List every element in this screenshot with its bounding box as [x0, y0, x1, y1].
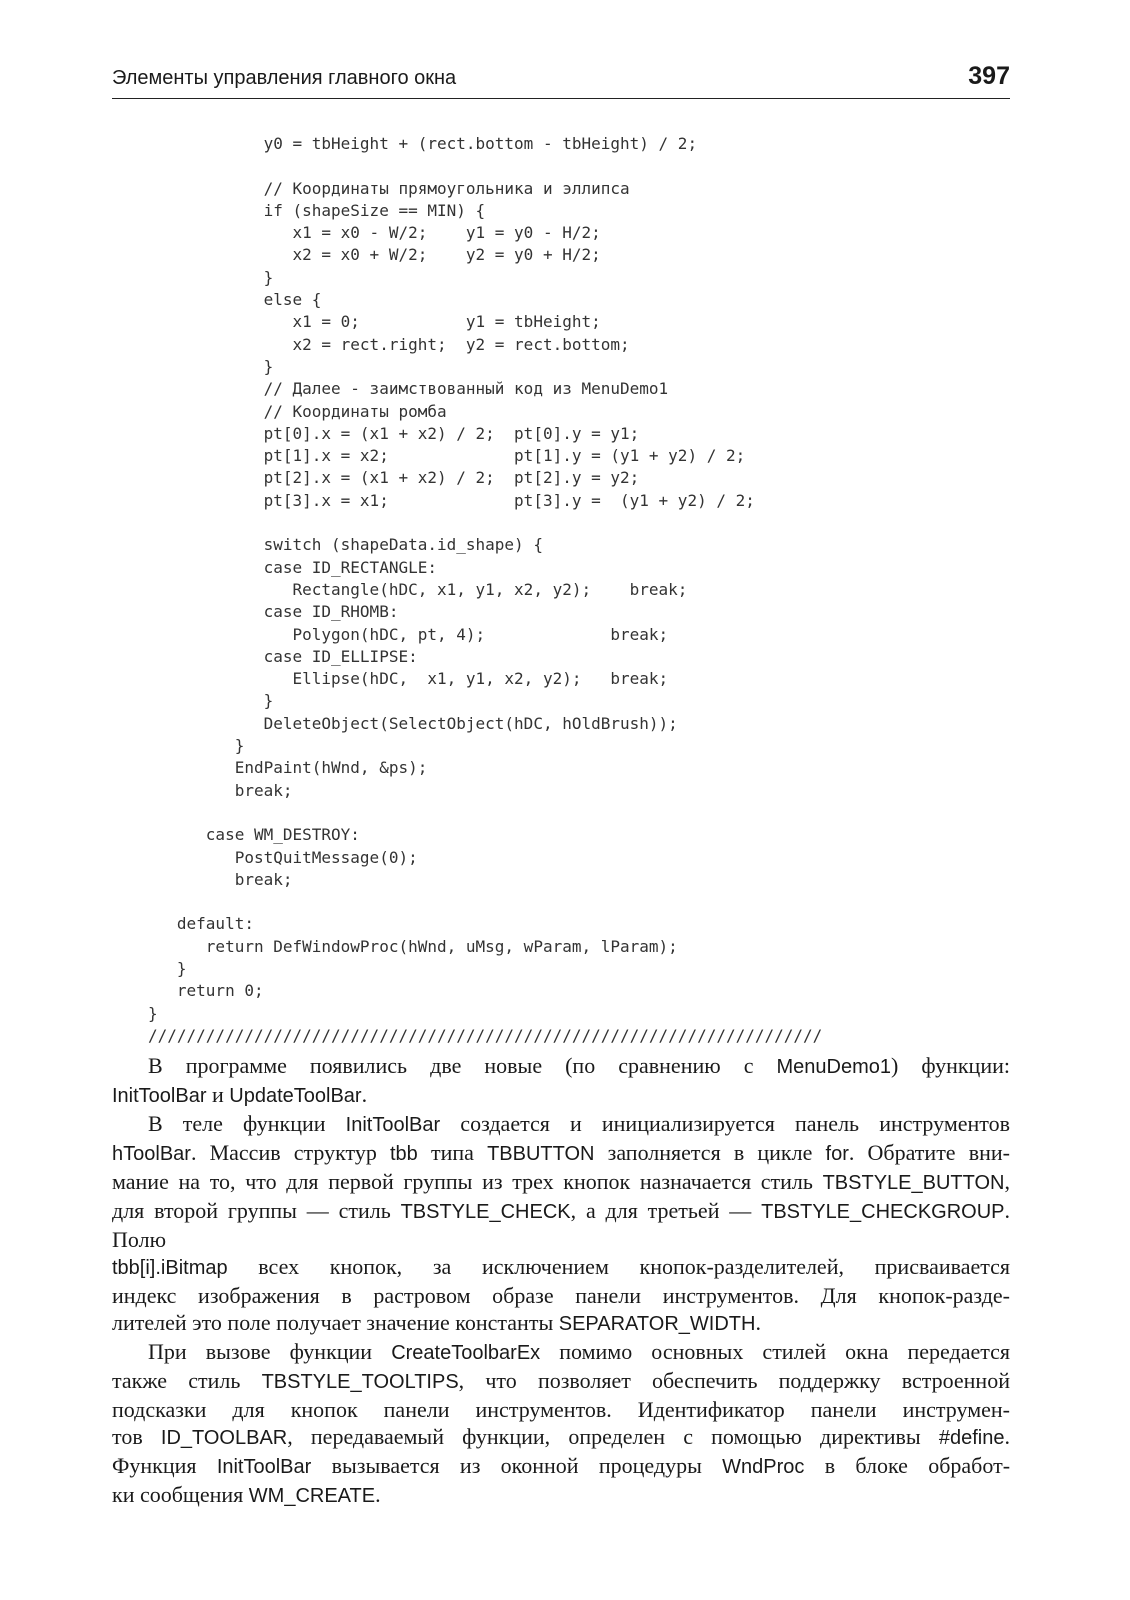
code-line: } [148, 356, 274, 376]
text-line [112, 1396, 1010, 1423]
text-run: типа [417, 1140, 488, 1165]
text-run: индекс изображения в растровом образе панели инструментов. Для кнопок-разде- [112, 1283, 1010, 1308]
code-line: DeleteObject(SelectObject(hDC, hOldBrush)); [148, 713, 678, 733]
text-line [112, 1081, 1010, 1110]
code-line: Polygon(hDC, pt, 4); break; [148, 624, 669, 644]
text-run: тов [112, 1424, 161, 1449]
code-identifier: InitToolBar [112, 1085, 207, 1107]
text-run: всех кнопок, за исключением кнопок-разделителей, присваивается [227, 1254, 1010, 1279]
code-line [148, 512, 822, 534]
text-run: При вызове функции [148, 1339, 392, 1364]
page-header [112, 62, 1010, 99]
text-run: . [375, 1482, 381, 1507]
text-run: . [755, 1310, 761, 1335]
code-identifier: MenuDemo1 [776, 1056, 892, 1078]
code-line: y0 = tbHeight + (rect.bottom - tbHeight) / 2; [148, 134, 698, 153]
paragraph [112, 1052, 1010, 1110]
code-identifier: TBBUTTON [487, 1143, 595, 1165]
code-line: x2 = x0 + W/2; y2 = y0 + H/2; [148, 245, 601, 265]
code-identifier: ID_TOOLBAR [160, 1427, 288, 1449]
text-run: вызывается из оконной процедуры [311, 1453, 723, 1478]
text-line [112, 1367, 1010, 1396]
code-line: pt[3].x = x1; pt[3].y = (y1 + y2) / 2; [148, 490, 755, 510]
code-line: // Координаты ромба [148, 401, 447, 421]
text-line [112, 1197, 1010, 1253]
text-run: также стиль [112, 1368, 262, 1393]
text-run: лителей это поле получает значение константы [112, 1310, 559, 1335]
text-run: . [1004, 1424, 1010, 1449]
code-line: pt[2].x = (x1 + x2) / 2; pt[2].y = y2; [148, 468, 640, 488]
code-line: ////////////////////////////////////////////////////////////////////// [148, 1025, 823, 1045]
code-line: x1 = x0 - W/2; y1 = y0 - H/2; [148, 223, 601, 243]
code-line: pt[1].x = x2; pt[1].y = (y1 + y2) / 2; [148, 446, 746, 466]
code-identifier: TBSTYLE_BUTTON [822, 1172, 1005, 1194]
code-line: pt[0].x = (x1 + x2) / 2; pt[0].y = y1; [148, 423, 640, 443]
text-line [112, 1423, 1010, 1452]
code-identifier: WndProc [722, 1456, 805, 1478]
code-identifier: SEPARATOR_WIDTH [558, 1313, 756, 1335]
code-line: break; [148, 869, 293, 889]
page-number: 397 [968, 62, 1010, 90]
text-line [112, 1338, 1010, 1367]
text-line [112, 1052, 1010, 1081]
code-line: } [148, 691, 274, 711]
code-line: case ID_ELLIPSE: [148, 646, 418, 666]
code-identifier: TBSTYLE_CHECKGROUP [761, 1201, 1005, 1223]
code-identifier: CreateToolbarEx [391, 1342, 541, 1364]
code-line [148, 802, 822, 824]
text-line [112, 1168, 1010, 1197]
code-identifier: UpdateToolBar [229, 1085, 362, 1107]
code-line: case ID_RECTANGLE: [148, 557, 437, 577]
code-line: Rectangle(hDC, x1, y1, x2, y2); break; [148, 579, 688, 599]
code-line: // Координаты прямоугольника и эллипса [148, 178, 630, 198]
code-line: case WM_DESTROY: [148, 825, 360, 845]
code-line: switch (shapeData.id_shape) { [148, 535, 543, 555]
code-line: break; [148, 780, 293, 800]
code-line: Ellipse(hDC, x1, y1, x2, y2); break; [148, 669, 669, 689]
paragraph [112, 1338, 1010, 1510]
code-listing [148, 133, 822, 1047]
text-run: , [1004, 1169, 1010, 1194]
code-line: return DefWindowProc(hWnd, uMsg, wParam, lParam); [148, 936, 678, 956]
code-line: case ID_RHOMB: [148, 602, 399, 622]
text-line [112, 1452, 1010, 1481]
code-identifier: #define [938, 1427, 1005, 1449]
code-line: if (shapeSize == MIN) { [148, 200, 486, 220]
text-run: . Массив структур [190, 1140, 390, 1165]
code-line: default: [148, 914, 254, 934]
text-run: , что позволяет обеспечить поддержку встроенной [458, 1368, 1010, 1393]
code-identifier: InitToolBar [216, 1456, 312, 1478]
paragraph [112, 1110, 1010, 1338]
text-line [112, 1139, 1010, 1168]
text-run: помимо основных стилей окна передается [540, 1339, 1011, 1364]
code-line: } [148, 267, 274, 287]
text-line [112, 1481, 1010, 1510]
text-run: В программе появились две новые (по сравнению с [148, 1053, 777, 1078]
text-run: Функция [112, 1453, 217, 1478]
text-line [112, 1282, 1010, 1309]
text-run: . Полю [112, 1198, 1010, 1252]
code-line: x1 = 0; y1 = tbHeight; [148, 312, 601, 332]
code-line: return 0; [148, 981, 264, 1001]
code-line [148, 891, 822, 913]
code-line: } [148, 736, 245, 756]
text-run: . Обратите вни- [848, 1140, 1010, 1165]
code-line: // Далее - заимствованный код из MenuDemo1 [148, 379, 669, 399]
text-run: . [361, 1082, 368, 1107]
text-run: В теле функции [148, 1111, 346, 1136]
code-identifier: TBSTYLE_CHECK [400, 1201, 571, 1223]
text-run: , передаваемый функции, определен с помощью директивы [287, 1424, 939, 1449]
text-line [112, 1110, 1010, 1139]
text-run: ки сообщения [112, 1482, 249, 1507]
code-line: EndPaint(hWnd, &ps); [148, 758, 428, 778]
code-identifier: WM_CREATE [248, 1485, 376, 1507]
text-run: создается и инициализируется панель инструментов [440, 1111, 1010, 1136]
code-line: x2 = rect.right; y2 = rect.bottom; [148, 334, 630, 354]
text-line [112, 1253, 1010, 1282]
text-run: , а для третьей — [570, 1198, 762, 1223]
text-run: заполняется в цикле [594, 1140, 826, 1165]
code-identifier: hToolBar [112, 1143, 191, 1165]
text-run: и [206, 1082, 230, 1107]
code-line: PostQuitMessage(0); [148, 847, 418, 867]
code-identifier: for [825, 1143, 849, 1165]
running-header-title: Элементы управления главного окна [112, 67, 457, 89]
code-line: else { [148, 290, 322, 310]
text-run: в блоке обработ- [804, 1453, 1011, 1478]
body-text [112, 1052, 1010, 1510]
text-run: подсказки для кнопок панели инструментов. Идентификатор панели инструмен- [112, 1397, 1010, 1422]
code-line [148, 155, 822, 177]
code-line: } [148, 1003, 158, 1023]
code-identifier: TBSTYLE_TOOLTIPS [261, 1371, 459, 1393]
text-run: для второй группы — стиль [112, 1198, 401, 1223]
text-run: мание на то, что для первой группы из трех кнопок назначается стиль [112, 1169, 823, 1194]
text-line [112, 1309, 1010, 1338]
text-run: ) функции: [891, 1053, 1010, 1078]
code-identifier: InitToolBar [345, 1114, 441, 1136]
code-identifier: tbb [390, 1143, 418, 1165]
code-line: } [148, 958, 187, 978]
code-identifier: tbb[i].iBitmap [112, 1257, 228, 1279]
